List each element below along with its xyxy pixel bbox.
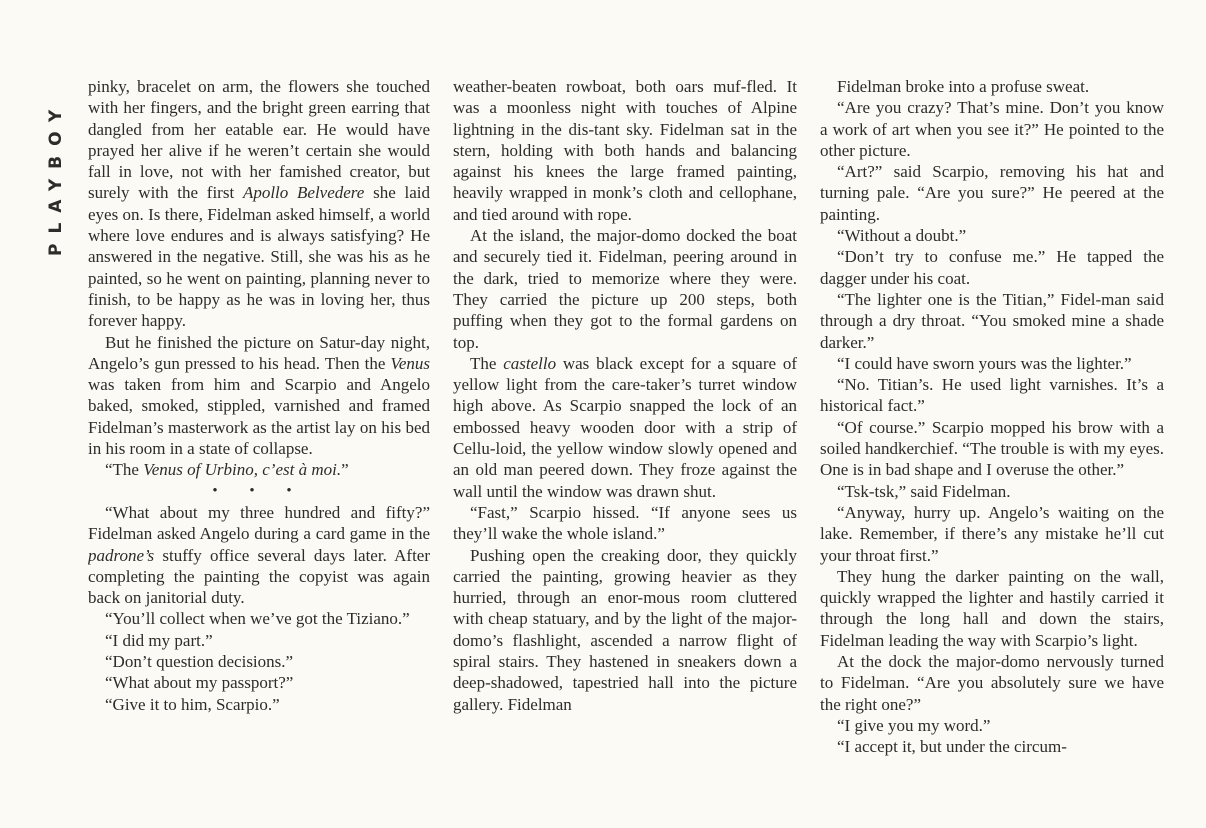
paragraph: “I did my part.”: [105, 630, 213, 650]
paragraph: “What about my three hundred and fifty?” Fidelman asked Angelo during a card game in the padrone’s stuffy office several days later. After completing the painting the copyist was again back on janitorial duty.: [88, 502, 430, 608]
paragraph: “I accept it, but under the circum-: [837, 737, 1067, 757]
section-break: • • •: [212, 482, 306, 499]
paragraph: “I could have sworn yours was the lighter.”: [837, 353, 1132, 373]
paragraph: At the dock the major-domo nervously turned to Fidelman. “Are you absolutely sure we have the right one?”: [820, 652, 1164, 714]
paragraph: “Give it to him, Scarpio.”: [105, 694, 280, 714]
text-column-2: [453, 76, 797, 828]
paragraph: But he finished the picture on Satur-day night, Angelo’s gun pressed to his head. Then the Venus was taken from him and Scarpio and Angelo baked, smoked, stippled, varnished and framed Fidelman’s masterwork as the artist lay on his bed in his room in a state of collapse.: [88, 332, 430, 459]
paragraph: “What about my passport?”: [105, 673, 294, 693]
paragraph: “Don’t question decisions.”: [105, 652, 294, 672]
paragraph: “Tsk-tsk,” said Fidelman.: [837, 481, 1011, 501]
paragraph: They hung the darker painting on the wall, quickly wrapped the lighter and hastily carried it through the long hall and down the stairs, Fidelman leading the way with Scarpio’s light.: [820, 566, 1164, 650]
paragraph: “I give you my word.”: [837, 715, 991, 735]
paragraph: “Are you crazy? That’s mine. Don’t you know a work of art when you see it?” He pointed to the other picture.: [820, 98, 1164, 160]
paragraph: “You’ll collect when we’ve got the Tiziano.”: [105, 609, 410, 629]
paragraph: “Don’t try to confuse me.” He tapped the dagger under his coat.: [820, 247, 1164, 288]
running-head: [46, 78, 72, 268]
text-column-3: [820, 76, 1164, 828]
running-head-text: PLAYBOY: [46, 99, 66, 256]
paragraph: pinky, bracelet on arm, the flowers she touched with her fingers, and the bright green earring that dangled from her eatable ear. He would have prayed her alive if he weren’t certain she would fall in love, not with her famished creator, but surely with the first Apollo Belvedere she laid eyes on. Is there, Fidelman asked himself, a world where love endures and is always satisfying? He answered in the negative. Still, she was his as he painted, so he went on painting, planning never to finish, to be happy as he was in loving her, thus forever happy.: [88, 77, 430, 331]
paragraph: “No. Titian’s. He used light varnishes. It’s a historical fact.”: [820, 375, 1164, 416]
paragraph: At the island, the major-domo docked the boat and securely tied it. Fidelman, peering around in the dark, tried to memorize where they were. They carried the picture up 200 steps, both puffing when they got to the formal gardens on top.: [453, 226, 797, 352]
paragraph: Fidelman broke into a profuse sweat.: [837, 77, 1090, 96]
paragraph: “Anyway, hurry up. Angelo’s waiting on the lake. Remember, if there’s any mistake he’ll cut your throat first.”: [820, 502, 1164, 565]
paragraph: “Of course.” Scarpio mopped his brow with a soiled handkerchief. “The trouble is with my eyes. One is in bad shape and I overuse the other.”: [820, 417, 1164, 480]
paragraph: The castello was black except for a square of yellow light from the care-taker’s turret window high above. As Scarpio snapped the lock of an embossed heavy wooden door with a strip of Cellu-loid, the yellow window slowly opened and an old man peered down. They froze against the wall until the window was drawn shut.: [453, 353, 797, 501]
paragraph: “Fast,” Scarpio hissed. “If anyone sees us they’ll wake the whole island.”: [453, 502, 797, 544]
paragraph: “The lighter one is the Titian,” Fidel-man said through a dry throat. “You smoked mine a shade darker.”: [820, 289, 1164, 352]
paragraph: Pushing open the creaking door, they quickly carried the painting, growing heavier as they hurried, through an enor-mous room cluttered with cheap statuary, and by the light of the major-domo’s flashlight, ascended a narrow flight of spiral stairs. They hastened in sneakers down a deep-shadowed, tapestried hall into the picture gallery. Fidelman: [453, 545, 797, 714]
paragraph: “The Venus of Urbino, c’est à moi.”: [105, 460, 349, 480]
paragraph: “Without a doubt.”: [837, 226, 967, 246]
paragraph: “Art?” said Scarpio, removing his hat and turning pale. “Are you sure?” He peered at the painting.: [820, 162, 1164, 224]
paragraph: weather-beaten rowboat, both oars muf-fled. It was a moonless night with touches of Alpine lightning in the dis-tant sky. Fidelman sat in the stern, holding with both hands and balancing against his knees the large framed painting, heavily wrapped in monk’s cloth and cellophane, and tied around with rope.: [453, 77, 797, 224]
text-column-1: [88, 76, 430, 828]
